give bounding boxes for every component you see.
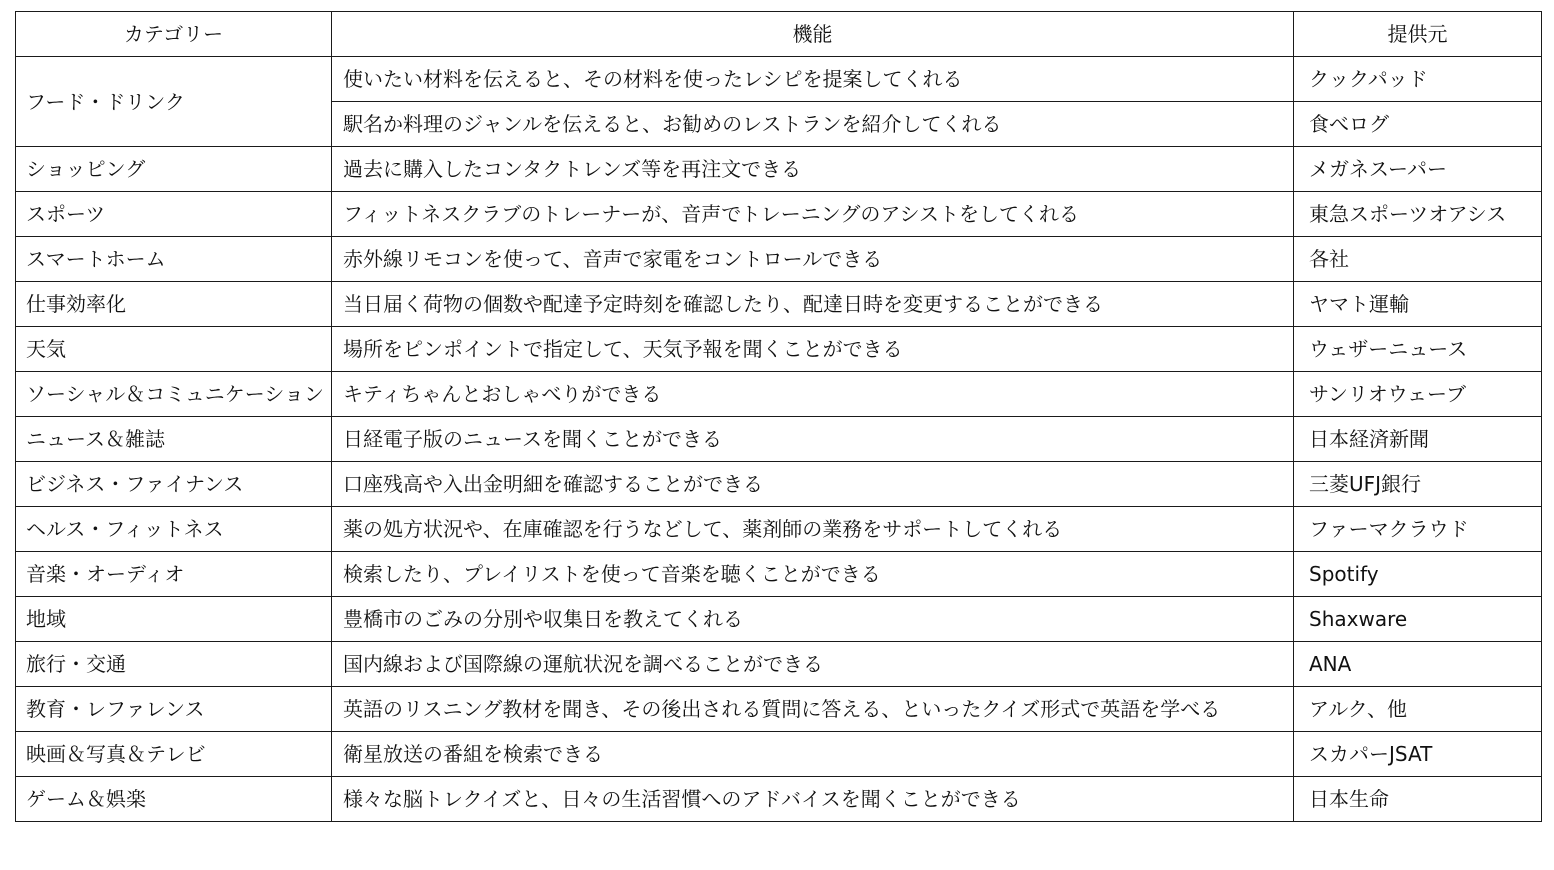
function-cell: 薬の処方状況や、在庫確認を行うなどして、薬剤師の業務をサポートしてくれる xyxy=(332,507,1294,552)
table-row xyxy=(16,57,1542,102)
table-row xyxy=(16,327,1542,372)
function-cell: 検索したり、プレイリストを使って音楽を聴くことができる xyxy=(332,552,1294,597)
provider-cell: 日本経済新聞 xyxy=(1294,417,1542,462)
table-row xyxy=(16,597,1542,642)
function-cell: 国内線および国際線の運航状況を調べることができる xyxy=(332,642,1294,687)
category-cell: ソーシャル＆コミュニケーション xyxy=(16,372,332,417)
provider-cell: ヤマト運輸 xyxy=(1294,282,1542,327)
provider-cell: 三菱UFJ銀行 xyxy=(1294,462,1542,507)
provider-cell: アルク、他 xyxy=(1294,687,1542,732)
function-cell: 赤外線リモコンを使って、音声で家電をコントロールできる xyxy=(332,237,1294,282)
header-provider: 提供元 xyxy=(1294,12,1542,57)
function-cell: 口座残高や入出金明細を確認することができる xyxy=(332,462,1294,507)
function-cell: 過去に購入したコンタクトレンズ等を再注文できる xyxy=(332,147,1294,192)
category-cell: 映画＆写真＆テレビ xyxy=(16,732,332,777)
header-function: 機能 xyxy=(332,12,1294,57)
category-cell: フード・ドリンク xyxy=(16,57,332,147)
category-cell: 仕事効率化 xyxy=(16,282,332,327)
provider-cell: クックパッド xyxy=(1294,57,1542,102)
function-cell: キティちゃんとおしゃべりができる xyxy=(332,372,1294,417)
table-row xyxy=(16,147,1542,192)
category-cell: 音楽・オーディオ xyxy=(16,552,332,597)
category-cell: 旅行・交通 xyxy=(16,642,332,687)
header-category: カテゴリー xyxy=(16,12,332,57)
table-row xyxy=(16,192,1542,237)
provider-cell: ウェザーニュース xyxy=(1294,327,1542,372)
category-cell: ヘルス・フィットネス xyxy=(16,507,332,552)
category-cell: 地域 xyxy=(16,597,332,642)
category-cell: 教育・レファレンス xyxy=(16,687,332,732)
function-cell: 英語のリスニング教材を聞き、その後出される質問に答える、といったクイズ形式で英語を学べる xyxy=(332,687,1294,732)
category-cell: ゲーム＆娯楽 xyxy=(16,777,332,822)
category-cell: ショッピング xyxy=(16,147,332,192)
category-cell: ニュース＆雑誌 xyxy=(16,417,332,462)
function-cell: 様々な脳トレクイズと、日々の生活習慣へのアドバイスを聞くことができる xyxy=(332,777,1294,822)
function-cell: 使いたい材料を伝えると、その材料を使ったレシピを提案してくれる xyxy=(332,57,1294,102)
skills-table xyxy=(15,11,1542,822)
table-row xyxy=(16,687,1542,732)
provider-cell: サンリオウェーブ xyxy=(1294,372,1542,417)
provider-cell: ANA xyxy=(1294,642,1542,687)
function-cell: フィットネスクラブのトレーナーが、音声でトレーニングのアシストをしてくれる xyxy=(332,192,1294,237)
table-row xyxy=(16,732,1542,777)
provider-cell: スカパーJSAT xyxy=(1294,732,1542,777)
table-row xyxy=(16,552,1542,597)
category-cell: 天気 xyxy=(16,327,332,372)
provider-cell: Shaxware xyxy=(1294,597,1542,642)
function-cell: 日経電子版のニュースを聞くことができる xyxy=(332,417,1294,462)
provider-cell: 各社 xyxy=(1294,237,1542,282)
function-cell: 駅名か料理のジャンルを伝えると、お勧めのレストランを紹介してくれる xyxy=(332,102,1294,147)
header-row xyxy=(16,12,1542,57)
table-row xyxy=(16,417,1542,462)
table-row xyxy=(16,777,1542,822)
table-row xyxy=(16,507,1542,552)
provider-cell: メガネスーパー xyxy=(1294,147,1542,192)
function-cell: 豊橋市のごみの分別や収集日を教えてくれる xyxy=(332,597,1294,642)
provider-cell: 東急スポーツオアシス xyxy=(1294,192,1542,237)
provider-cell: 食べログ xyxy=(1294,102,1542,147)
table-row xyxy=(16,462,1542,507)
category-cell: スマートホーム xyxy=(16,237,332,282)
category-cell: スポーツ xyxy=(16,192,332,237)
function-cell: 当日届く荷物の個数や配達予定時刻を確認したり、配達日時を変更することができる xyxy=(332,282,1294,327)
function-cell: 衛星放送の番組を検索できる xyxy=(332,732,1294,777)
provider-cell: 日本生命 xyxy=(1294,777,1542,822)
table-row xyxy=(16,372,1542,417)
table-row xyxy=(16,642,1542,687)
table-row xyxy=(16,282,1542,327)
table-row xyxy=(16,237,1542,282)
function-cell: 場所をピンポイントで指定して、天気予報を聞くことができる xyxy=(332,327,1294,372)
provider-cell: Spotify xyxy=(1294,552,1542,597)
provider-cell: ファーマクラウド xyxy=(1294,507,1542,552)
category-cell: ビジネス・ファイナンス xyxy=(16,462,332,507)
